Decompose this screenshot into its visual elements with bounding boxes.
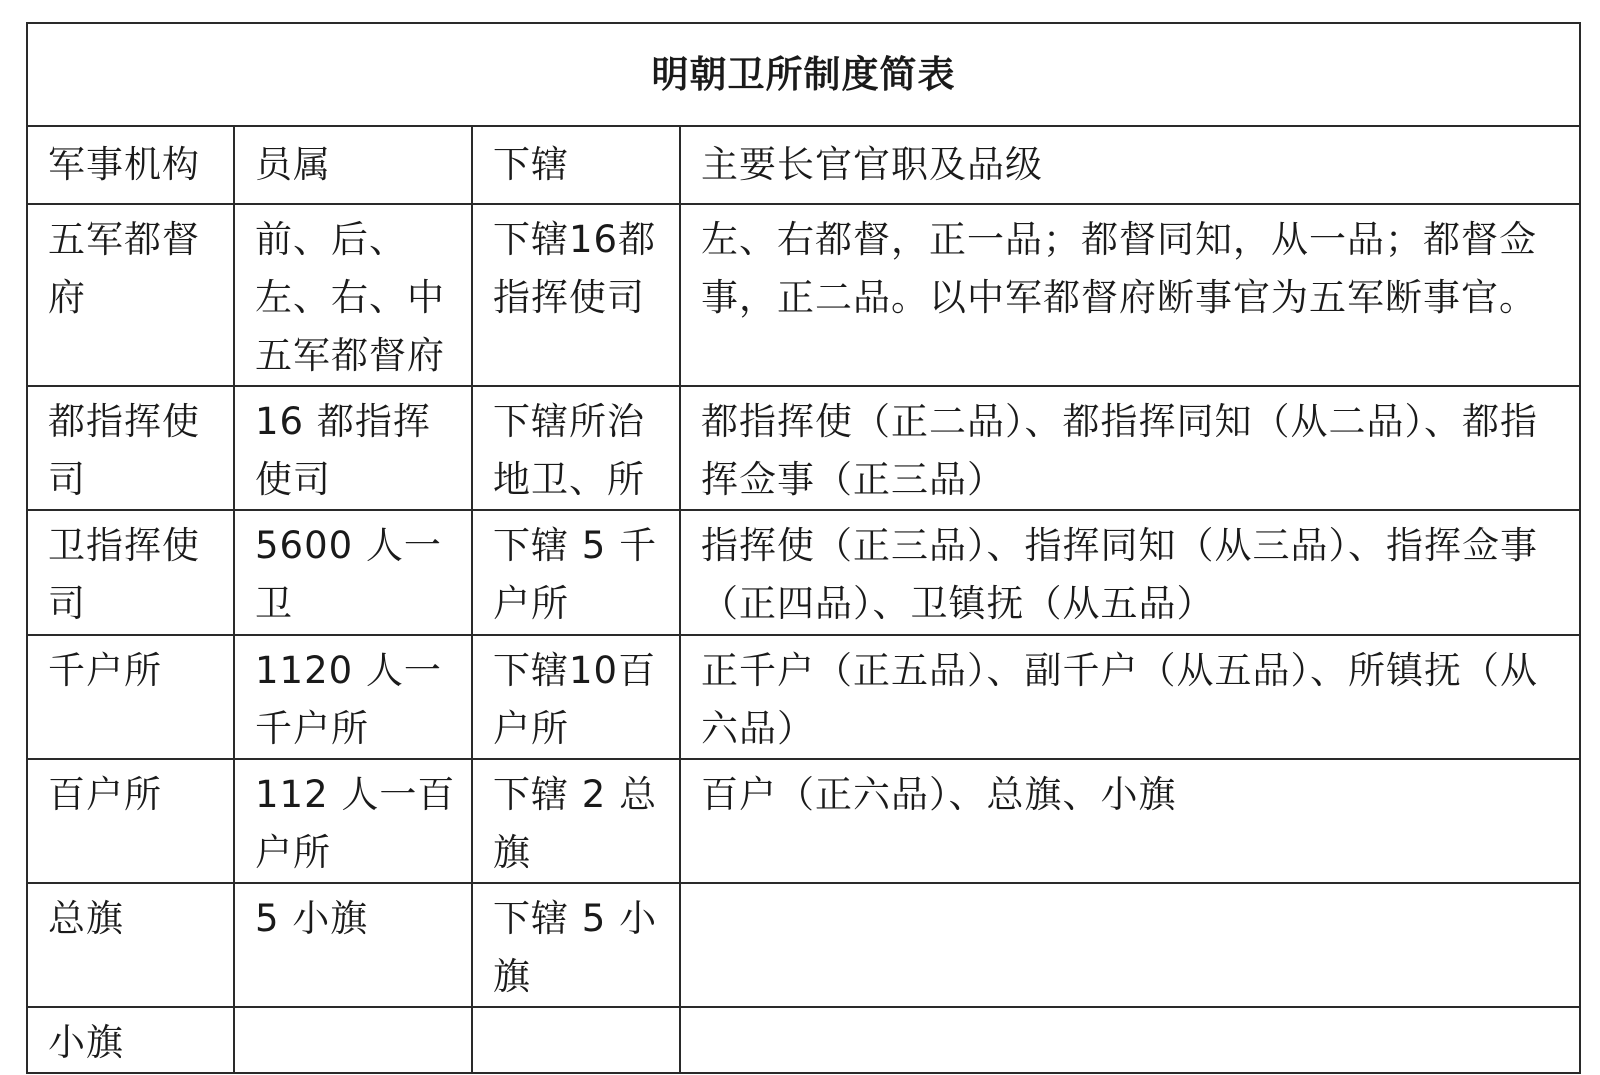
table-row xyxy=(27,386,1580,510)
cell-officials: 左、右都督，正一品；都督同知，从一品；都督佥事，正二品。以中军都督府断事官为五军断事官。 xyxy=(680,204,1580,386)
cell-officials xyxy=(680,883,1580,1007)
cell-members: 5 小旗 xyxy=(234,883,472,1007)
cell-institution: 小旗 xyxy=(27,1007,234,1073)
header-members: 员属 xyxy=(234,126,472,204)
cell-institution: 百户所 xyxy=(27,759,234,883)
table-title: 明朝卫所制度简表 xyxy=(27,23,1580,126)
cell-members: 112 人一百户所 xyxy=(234,759,472,883)
cell-officials: 都指挥使（正二品）、都指挥同知（从二品）、都指挥佥事（正三品） xyxy=(680,386,1580,510)
cell-institution: 卫指挥使司 xyxy=(27,510,234,635)
cell-institution: 千户所 xyxy=(27,635,234,759)
header-row xyxy=(27,126,1580,204)
table-row xyxy=(27,635,1580,759)
table-row xyxy=(27,1007,1580,1073)
cell-institution: 五军都督府 xyxy=(27,204,234,386)
table-row xyxy=(27,759,1580,883)
cell-subordinate: 下辖 2 总旗 xyxy=(472,759,680,883)
cell-members: 16 都指挥使司 xyxy=(234,386,472,510)
title-row xyxy=(27,23,1580,126)
cell-subordinate xyxy=(472,1007,680,1073)
cell-subordinate: 下辖16都指挥使司 xyxy=(472,204,680,386)
ming-garrison-table xyxy=(26,22,1581,1074)
cell-subordinate: 下辖 5 千户所 xyxy=(472,510,680,635)
table-row xyxy=(27,204,1580,386)
cell-subordinate: 下辖10百户所 xyxy=(472,635,680,759)
cell-members: 1120 人一千户所 xyxy=(234,635,472,759)
cell-officials: 指挥使（正三品）、指挥同知（从三品）、指挥佥事（正四品）、卫镇抚（从五品） xyxy=(680,510,1580,635)
cell-officials xyxy=(680,1007,1580,1073)
cell-institution: 都指挥使司 xyxy=(27,386,234,510)
cell-members xyxy=(234,1007,472,1073)
table-row xyxy=(27,883,1580,1007)
header-subordinate: 下辖 xyxy=(472,126,680,204)
table-row xyxy=(27,510,1580,635)
cell-officials: 正千户（正五品）、副千户（从五品）、所镇抚（从六品） xyxy=(680,635,1580,759)
cell-subordinate: 下辖 5 小旗 xyxy=(472,883,680,1007)
cell-members: 前、后、左、右、中五军都督府 xyxy=(234,204,472,386)
cell-subordinate: 下辖所治地卫、所 xyxy=(472,386,680,510)
cell-members: 5600 人一卫 xyxy=(234,510,472,635)
cell-officials: 百户（正六品）、总旗、小旗 xyxy=(680,759,1580,883)
cell-institution: 总旗 xyxy=(27,883,234,1007)
header-officials: 主要长官官职及品级 xyxy=(680,126,1580,204)
header-institution: 军事机构 xyxy=(27,126,234,204)
